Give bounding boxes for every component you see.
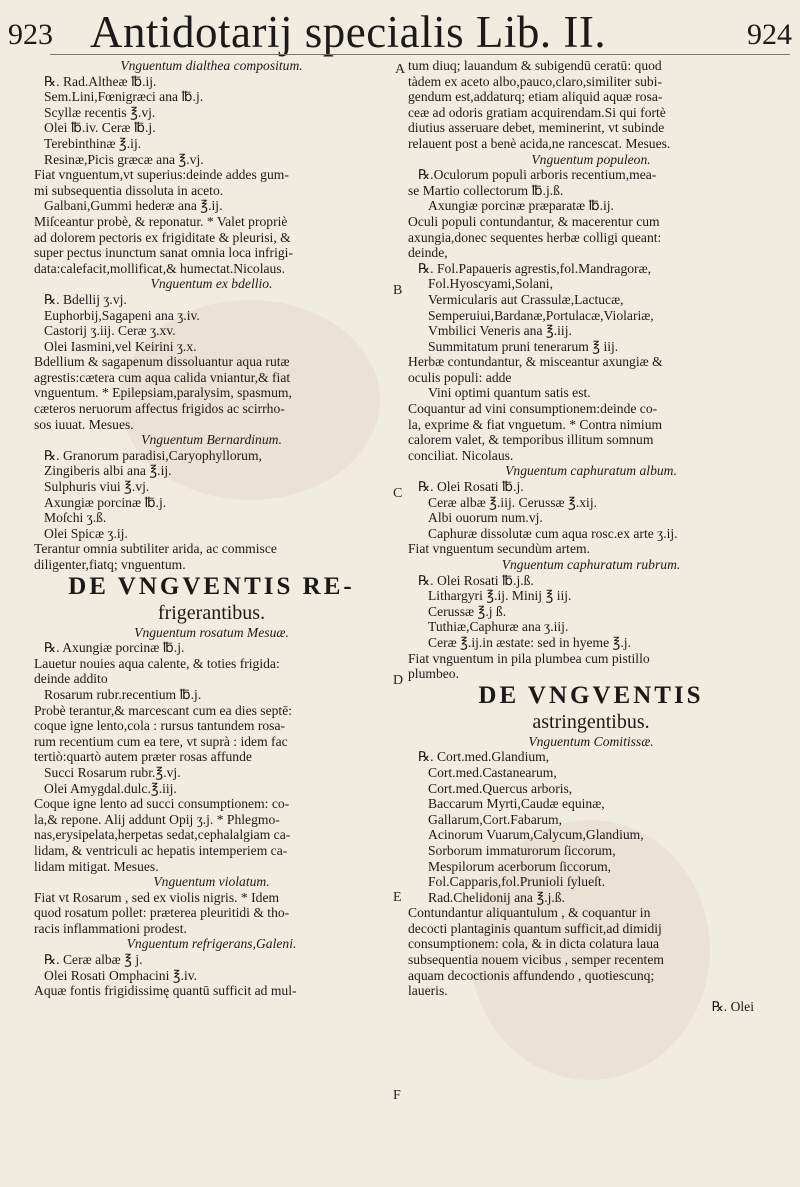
recipe-line: Cerussæ ℥.j ß. [428, 603, 507, 619]
recipe-line: Axungiæ porcinæ præparatæ ℔.ij. [428, 198, 614, 214]
recipe-line: Axungiæ porcinæ ℔.j. [44, 494, 167, 510]
section-heading: Vnguentum populeon. [531, 151, 651, 167]
recipe-line: Fol.Capparis,fol.Prunioli ſylueſt. [428, 874, 606, 890]
text-line: super pectus inunctum sanat omnia loca infrigi- [34, 245, 293, 261]
text-line: Coque igne lento ad succi consumptionem: co- [34, 796, 290, 812]
recipe-line: Olei Amygdal.dulc.℥.iij. [44, 780, 177, 796]
section-heading: Vnguentum ex bdellio. [150, 276, 273, 292]
text-line: mi subsequentia dissoluta in aceto. [34, 182, 224, 198]
text-line: Lauetur nouies aqua calente, & toties frigida: [34, 655, 280, 671]
recipe-line: Tuthiæ,Caphuræ ana ʒ.iij. [428, 619, 569, 635]
recipe-line: Sulphuris viui ℥.vj. [44, 479, 150, 495]
section-heading: Vnguentum rosatum Mesuæ. [134, 624, 289, 640]
recipe-line: ℞. Rad.Altheæ ℔.ij. [44, 73, 157, 89]
recipe-line: Semperuiui,Bardanæ,Portulacæ,Violariæ, [428, 307, 654, 323]
recipe-line: Galbani,Gummi hederæ ana ℥.ij. [44, 198, 223, 214]
recipe-line: Castorij ʒ.iij. Ceræ ʒ.xv. [44, 323, 176, 339]
recipe-line: Ceræ albæ ℥.iij. Cerussæ ℥.xij. [428, 494, 598, 510]
section-heading: Vnguentum Bernardinum. [141, 432, 282, 448]
chapter-subheading: frigerantibus. [157, 601, 266, 624]
text-line: diligenter,fiatq; vnguentum. [34, 557, 186, 572]
section-heading: Vnguentum dialthea compositum. [120, 58, 303, 73]
text-line: Terantur omnia subtiliter arida, ac commisce [34, 541, 277, 557]
text-line: se Martio collectorum ℔.j.ß. [408, 182, 564, 198]
section-heading: Vnguentum violatum. [153, 874, 270, 890]
section-heading: Vnguentum refrigerans,Galeni. [126, 936, 297, 952]
section-heading: Vnguentum caphuratum album. [505, 463, 677, 479]
recipe-line: Lithargyri ℥.ij. Minij ℥ iij. [428, 588, 572, 604]
text-line: Aquæ fontis frigidissimę quantū sufficit ad mul- [34, 983, 297, 999]
text-line: lidam, & ventriculi ac hepatis intemperiem ca- [34, 842, 288, 858]
text-line: subsequentia nouem vicibus , semper recentem [408, 952, 664, 968]
page-header [8, 6, 792, 56]
margin-letter: E [393, 890, 402, 905]
page-number-right: 924 [747, 18, 792, 51]
text-line: nas,erysipelata,herpetas sedat,cephalalgiam ca- [34, 827, 291, 843]
text-line: decocti plantaginis quantum sufficit,ad dimidij [408, 920, 662, 936]
text-line: tum diuq; lauandum & subigendū ceratū: quod [408, 58, 662, 73]
catchword: ℞. Olei [711, 998, 754, 1014]
margin-letter: F [393, 1088, 401, 1103]
recipe-line: Zingiberis albi ana ℥.ij. [44, 463, 172, 479]
recipe-line: Caphuræ dissolutæ cum aqua rosc.ex arte ʒ.ij. [428, 525, 678, 541]
recipe-line: Sorborum immaturorum ſiccorum, [428, 842, 616, 858]
recipe-line: Ceræ ℥.ij.in æstate: sed in hyeme ℥.j. [428, 634, 631, 650]
recipe-line: ℞.Oculorum populi arboris recentium,mea- [418, 167, 657, 183]
text-line: Oculi populi contundantur, & macerentur cum [408, 213, 660, 229]
text-line: rum recentium cum ea tere, vt suprà : idem fac [34, 733, 288, 749]
text-line: quod rosatum pollet: præterea pleuritidi & tho- [34, 905, 290, 921]
section-heading: Vnguentum caphuratum rubrum. [501, 557, 681, 572]
recipe-line: Summitatum pruni tenerarum ℥ iij. [428, 338, 619, 354]
recipe-line: ℞. Cort.med.Glandium, [418, 749, 550, 765]
recipe-line: Moſchi ʒ.ß. [44, 510, 107, 526]
text-line: la, exprime & fiat vnguetum. * Contra nimium [408, 416, 663, 432]
margin-letter: A [395, 62, 406, 77]
text-line: gendum est,addaturq; etiam aliquid aquæ rosa- [408, 89, 663, 105]
recipe-line: Euphorbij,Sagapeni ana ʒ.iv. [44, 307, 200, 323]
text-line: Probè terantur,& marcescant cum ea dies septē: [34, 702, 293, 718]
recipe-line: Olei ℔.iv. Ceræ ℔.j. [44, 120, 156, 136]
text-line: la,& repone. Alij addunt Opij ʒ.j. * Phlegmo- [34, 811, 280, 827]
text-line: tàdem ex aceto albo,pauco,claro,similiter subi- [408, 73, 663, 89]
recipe-line: Mespilorum acerborum ſiccorum, [428, 858, 612, 874]
text-line: laueris. [408, 983, 448, 999]
margin-letter: D [393, 673, 404, 688]
chapter-subheading: astringentibus. [532, 710, 650, 733]
text-line: oculis populi: adde [408, 369, 512, 385]
recipe-line: ℞. Olei Rosati ℔.j.ß. [418, 572, 534, 588]
recipe-line: Cort.med.Quercus arboris, [428, 780, 573, 796]
recipe-line: Vmbilici Veneris ana ℥.iij. [428, 323, 572, 339]
left-column [34, 58, 389, 999]
section-heading: Vnguentum Comitissæ. [528, 733, 654, 749]
text-line: Bdellium & sagapenum dissoluantur aqua rutæ [34, 354, 290, 370]
text-line: lidam mitigat. Mesues. [34, 858, 159, 874]
recipe-line: Rosarum rubr.recentium ℔.j. [44, 686, 202, 702]
recipe-line: Fol.Hyoscyami,Solani, [428, 276, 553, 292]
text-line: tertiò:quartò autem præter rosas affunde [34, 749, 252, 765]
text-line: diutius asseruare debet, meminerint, vt subinde [408, 120, 665, 136]
recipe-line: Vermicularis aut Crassulæ,Lactucæ, [428, 291, 624, 307]
text-line: relauent post a benè acida,ne rancescat. Mesues. [408, 135, 671, 151]
text-line: cæteros neruorum affectus frigidos ac scirrho- [34, 401, 285, 417]
recipe-line: ℞. Bdellij ʒ.vj. [44, 291, 127, 307]
text-line: data:calefacit,mollificat,& humectat.Nicolaus. [34, 260, 285, 276]
text-line: racis inflammationi prodest. [34, 920, 187, 936]
page-number-left: 923 [8, 18, 53, 51]
recipe-line: Gallarum,Cort.Fabarum, [428, 811, 563, 827]
text-line: deinde addito [34, 671, 108, 687]
text-line: Fiat vnguentum in pila plumbea cum pistillo [408, 650, 650, 666]
text-line: plumbeo. [408, 666, 459, 682]
text-line: Fiat vnguentum secundùm artem. [408, 541, 590, 557]
text-line: aquam decoctionis affundendo , quotiescunq; [408, 967, 655, 983]
recipe-line: Cort.med.Castanearum, [428, 764, 557, 780]
recipe-line: ℞. Fol.Papaueris agrestis,fol.Mandragoræ, [418, 260, 652, 276]
recipe-line: Olei Rosati Omphacini ℥.iv. [44, 967, 198, 983]
text-line: coque igne lento,cola : rursus tantundem rosa- [34, 718, 286, 734]
recipe-line: Albi ouorum num.vj. [428, 510, 543, 526]
recipe-line: Sem.Lini,Fœnigræci ana ℔.j. [44, 89, 204, 105]
recipe-line: ℞. Ceræ albæ ℥ j. [44, 952, 143, 968]
text-line: vnguentum. * Epilepsiam,paralysim, spasmum, [34, 385, 292, 401]
recipe-line: Olei Spicæ ʒ.ij. [44, 525, 128, 541]
recipe-line: Olei Iasmini,vel Keirini ʒ.x. [44, 338, 197, 354]
text-line: sos iuuat. Mesues. [34, 416, 134, 432]
recipe-line: Succi Rosarum rubr.℥.vj. [44, 764, 181, 780]
right-column [408, 58, 774, 1014]
recipe-line: Baccarum Myrti,Caudæ equinæ, [428, 796, 605, 812]
chapter-heading: DE VNGVENTIS [478, 681, 704, 709]
recipe-line: Acinorum Vuarum,Calycum,Glandium, [428, 827, 644, 843]
header-rule [50, 54, 790, 55]
running-title: Antidotarij specialis Lib. II. [90, 7, 607, 57]
text-line: calorem valet, & temporibus illitum somnum [408, 432, 654, 448]
recipe-line: Resinæ,Picis græcæ ana ℥.vj. [44, 151, 204, 167]
text-line: deinde, [408, 245, 448, 261]
recipe-line: Terebinthinæ ℥.ij. [44, 135, 142, 151]
text-line: axungia,donec sequentes herbæ colligi queant: [408, 229, 662, 245]
text-line: consumptionem: cola, & in dicta colatura laua [408, 936, 660, 952]
margin-letter: C [393, 486, 403, 501]
recipe-line: Scyllæ recentis ℥.vj. [44, 104, 156, 120]
recipe-line: Rad.Chelidonij ana ℥.j.ß. [428, 889, 565, 905]
text-line: Fiat vnguentum,vt superius:deinde addes gum- [34, 167, 289, 183]
recipe-line: Vini optimi quantum satis est. [428, 385, 591, 401]
recipe-line: ℞. Axungiæ porcinæ ℔.j. [44, 640, 185, 656]
text-line: agrestis:cætera cum aqua calida vniantur,& fiat [34, 369, 291, 385]
text-line: Coquantur ad vini consumptionem:deinde co- [408, 401, 658, 417]
text-line: Herbæ contundantur, & misceantur axungiæ & [408, 354, 663, 370]
text-line: Fiat vt Rosarum , sed ex violis nigris. * Idem [34, 889, 280, 905]
text-line: ceæ ad odoris gratiam acquirendam.Si qui fortè [408, 104, 666, 120]
text-line: ad dolorem pectoris ex frigiditate & pleurisi, & [34, 229, 291, 245]
margin-letter: B [393, 283, 403, 298]
recipe-line: ℞. Granorum paradisi,Caryophyllorum, [44, 447, 262, 463]
text-line: conciliat. Nicolaus. [408, 447, 514, 463]
recipe-line: ℞. Olei Rosati ℔.j. [418, 479, 524, 495]
chapter-heading: DE VNGVENTIS RE- [68, 572, 355, 600]
text-line: Contundantur aliquantulum , & coquantur in [408, 905, 651, 921]
text-line: Miſceantur probè, & reponatur. * Valet propriè [34, 213, 288, 229]
